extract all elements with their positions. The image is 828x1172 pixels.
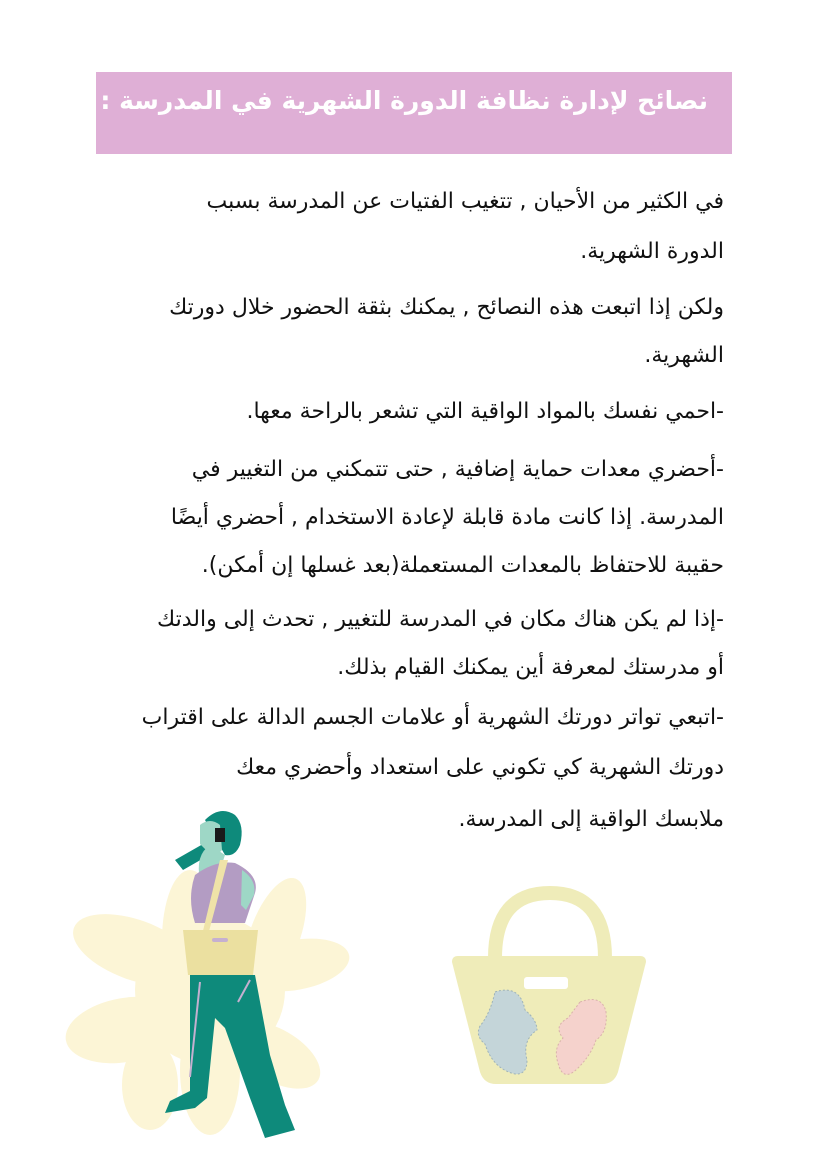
bag-body-icon bbox=[452, 956, 646, 1084]
tote-bag-illustration bbox=[440, 880, 660, 1100]
paragraph-1-line-1: في الكثير من الأحيان , تتغيب الفتيات عن المدرسة بسبب bbox=[206, 189, 724, 214]
tip-2-line-1: -أحضري معدات حماية إضافية , حتى تتمكني من التغيير في bbox=[191, 457, 724, 482]
tip-4-line-3: ملابسك الواقية إلى المدرسة. bbox=[458, 807, 724, 832]
bag-handle-icon bbox=[495, 893, 605, 958]
tip-2-line-3: حقيبة للاحتفاظ بالمعدات المستعملة(بعد غسلها إن أمكن). bbox=[201, 553, 724, 578]
tip-4-line-1: -اتبعي تواتر دورتك الشهرية أو علامات الجسم الدالة على اقتراب bbox=[141, 705, 724, 730]
paragraph-1-line-2: الدورة الشهرية. bbox=[580, 239, 724, 264]
page-title: نصائح لإدارة نظافة الدورة الشهرية في المدرسة : bbox=[100, 86, 708, 115]
paragraph-2-line-1: ولكن إذا اتبعت هذه النصائح , يمكنك بثقة الحضور خلال دورتك bbox=[169, 295, 724, 320]
tip-2-line-2: المدرسة. إذا كانت مادة قابلة لإعادة الاستخدام , أحضري أيضًا bbox=[170, 505, 724, 530]
tip-1-line-1: -احمي نفسك بالمواد الواقية التي تشعر بالراحة معها. bbox=[246, 399, 724, 424]
tip-3-line-1: -إذا لم يكن هناك مكان في المدرسة للتغيير , تحدث إلى والدتك bbox=[157, 607, 724, 632]
tip-4-line-2: دورتك الشهرية كي تكوني على استعداد وأحضري معك bbox=[236, 755, 724, 780]
paragraph-2-line-2: الشهرية. bbox=[644, 343, 724, 368]
tip-3-line-2: أو مدرستك لمعرفة أين يمكنك القيام بذلك. bbox=[337, 655, 724, 680]
title-banner bbox=[96, 72, 732, 154]
woman-walking-illustration bbox=[60, 800, 380, 1140]
bag-slot-icon bbox=[524, 977, 568, 989]
